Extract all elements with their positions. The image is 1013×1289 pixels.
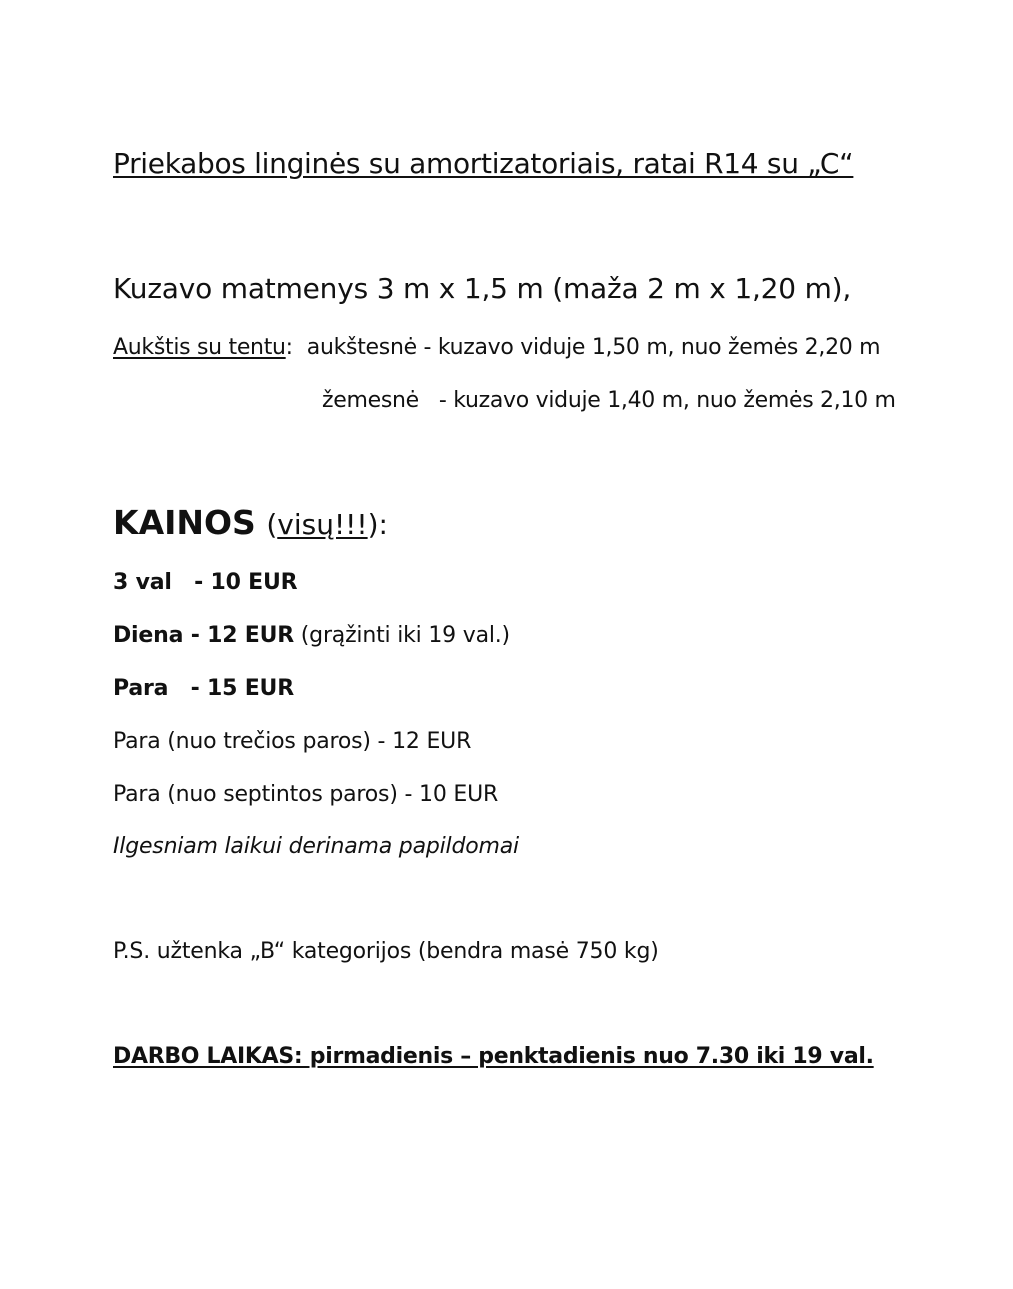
price-longer-note: Ilgesniam laikui derinama papildomai [113,834,519,859]
height-lower-row [322,390,896,412]
price-item-para [113,678,294,700]
price-para-seventh: Para (nuo septintos paros) - 10 EUR [113,782,499,807]
prices-heading-row [113,503,388,542]
height-colon: : [285,335,293,360]
price-item-bold: Diena - 12 EUR [113,623,294,648]
height-higher-row [113,337,880,359]
height-label: Aukštis su tentu [113,335,286,360]
height-higher: aukštesnė - kuzavo viduje 1,50 m, nuo žemės 2,20 m [306,335,881,360]
price-item-bold: 3 val - 10 EUR [113,570,298,595]
prices-heading: KAINOS [113,503,256,542]
ps-note: P.S. užtenka „B“ kategorijos (bendra masė 750 kg) [113,939,659,964]
price-item-note: (grąžinti iki 19 val.) [294,623,510,648]
document-title: Priekabos linginės su amortizatoriais, ratai R14 su „C“ [113,147,854,180]
price-para-third: Para (nuo trečios paros) - 12 EUR [113,729,472,754]
working-hours: DARBO LAIKAS: pirmadienis – penktadienis nuo 7.30 iki 19 val. [113,1044,874,1069]
price-item-bold: Para - 15 EUR [113,676,294,701]
height-lower-rest: - kuzavo viduje 1,40 m, nuo žemės 2,10 m [438,388,896,413]
prices-paren: (visų!!!): [266,508,388,541]
price-item-3h [113,572,297,594]
body-dimensions: Kuzavo matmenys 3 m x 1,5 m (maža 2 m x 1,20 m), [113,272,852,305]
price-item-day [113,625,510,647]
height-lower-name: žemesnė [322,388,419,413]
prices-paren-inner: visų!!! [277,508,368,541]
